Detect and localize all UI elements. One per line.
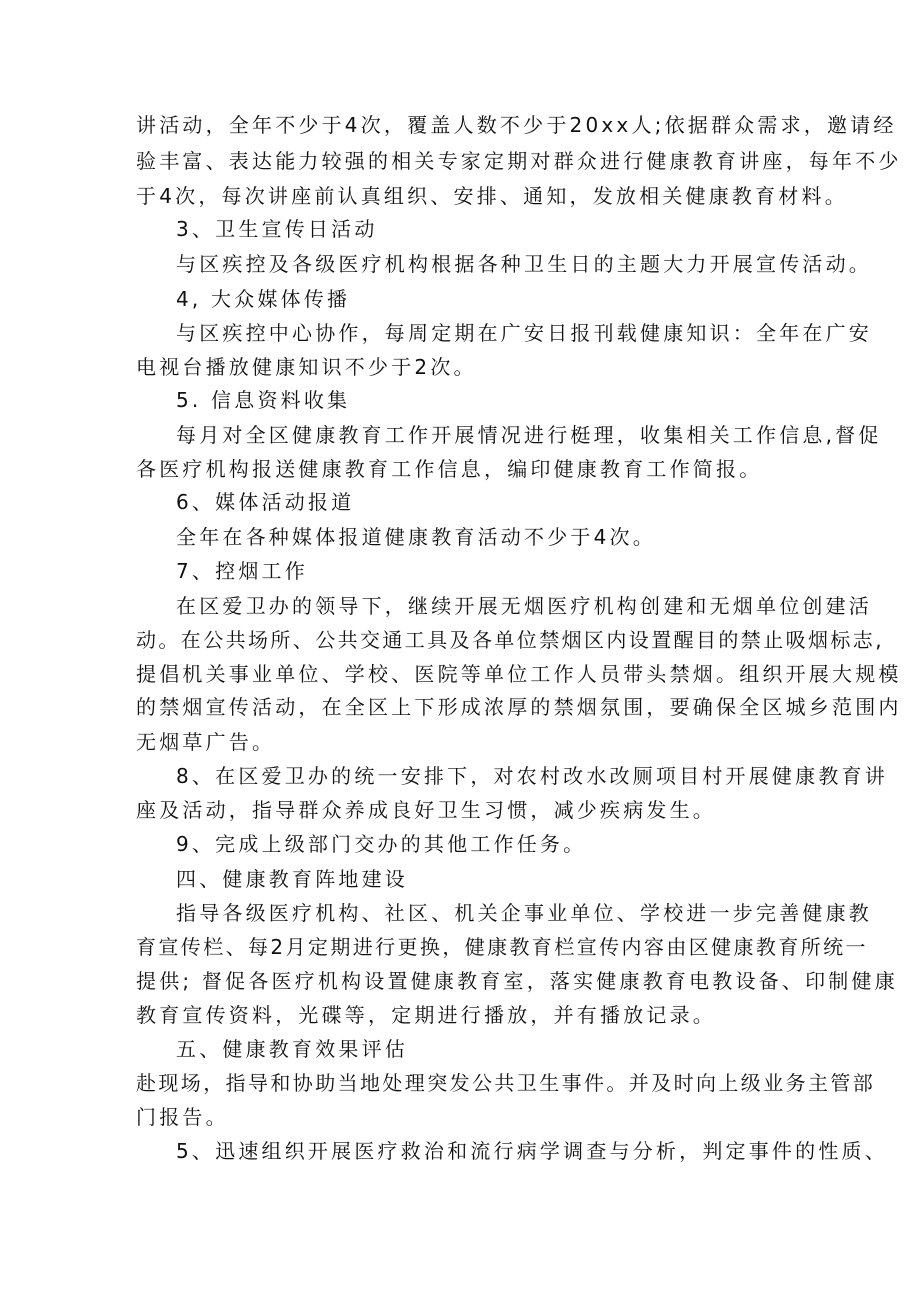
paragraph-line: 门报告。	[136, 1105, 229, 1129]
paragraph-line: 在区爱卫办的领导下，继续开展无烟医疗机构创建和无烟单位创建活	[176, 594, 872, 618]
paragraph-line: 与区疾控及各级医疗机构根据各种卫生日的主题大力开展宣传活动。	[176, 252, 872, 276]
section-heading: 五、健康教育效果评估	[176, 1037, 408, 1061]
paragraph-line: 8、在区爱卫办的统一安排下，对农村改水改厕项目村开展健康教育讲	[176, 764, 888, 788]
paragraph-line: 提倡机关事业单位、学校、医院等单位工作人员带头禁烟。组织开展大规模	[136, 662, 902, 686]
paragraph-line: 验丰富、表达能力较强的相关专家定期对群众进行健康教育讲座，每年不少	[136, 149, 902, 173]
paragraph-line: 全年在各种媒体报道健康教育活动不少于4次。	[176, 525, 656, 549]
paragraph-line: 的禁烟宣传活动，在全区上下形成浓厚的禁烟氛围，要确保全区城乡范围内	[136, 695, 902, 719]
paragraph-line: 教育宣传资料，光碟等，定期进行播放，并有播放记录。	[136, 1003, 716, 1027]
section-heading: 四、健康教育阵地建设	[176, 867, 408, 891]
paragraph-line: 于4次，每次讲座前认真组织、安排、通知，发放相关健康教育材料。	[136, 184, 848, 208]
section-heading: 5. 信息资料收集	[176, 388, 351, 412]
paragraph-line: 赴现场，指导和协助当地处理突发公共卫生事件。并及时向上级业务主管部	[136, 1071, 876, 1095]
paragraph-line: 每月对全区健康教育工作开展情况进行梃理，收集相关工作信息,督促	[176, 423, 882, 447]
paragraph-line: 动。在公共场所、公共交通工具及各单位禁烟区内设置醒目的禁止吸烟标志,	[136, 628, 884, 652]
paragraph-line: 座及活动，指导群众养成良好卫生习惯，减少疾病发生。	[136, 798, 716, 822]
section-heading: 4, 大众媒体传播	[176, 287, 351, 311]
paragraph-line: 电视台播放健康知识不少于2次。	[136, 355, 477, 379]
section-heading: 7、控烟工作	[176, 559, 308, 583]
paragraph-line: 指导各级医疗机构、社区、机关企事业单位、学校进一步完善健康教	[176, 901, 872, 925]
paragraph-line: 与区疾控中心协作，每周定期在广安日报刊载健康知识：全年在广安	[176, 321, 872, 345]
section-heading: 3、卫生宣传日活动	[176, 217, 378, 241]
paragraph-line: 无烟草广告。	[136, 730, 276, 754]
paragraph-line: 各医疗机构报送健康教育工作信息，编印健康教育工作简报。	[136, 457, 763, 481]
paragraph-line: 讲活动，全年不少于4次，覆盖人数不少于20xx人;依据群众需求，邀请经	[136, 113, 897, 137]
paragraph-line: 5、迅速组织开展医疗救治和流行病学调查与分析，判定事件的性质、	[176, 1139, 888, 1163]
paragraph-line: 9、完成上级部门交办的其他工作任务。	[176, 832, 587, 856]
paragraph-line: 育宣传栏、每2月定期进行更换，健康教育栏宣传内容由区健康教育所统一	[136, 935, 868, 959]
section-heading: 6、媒体活动报道	[176, 490, 355, 514]
paragraph-line: 提供; 督促各医疗机构设置健康教育室，落实健康教育电教设备、印制健康	[136, 969, 898, 993]
